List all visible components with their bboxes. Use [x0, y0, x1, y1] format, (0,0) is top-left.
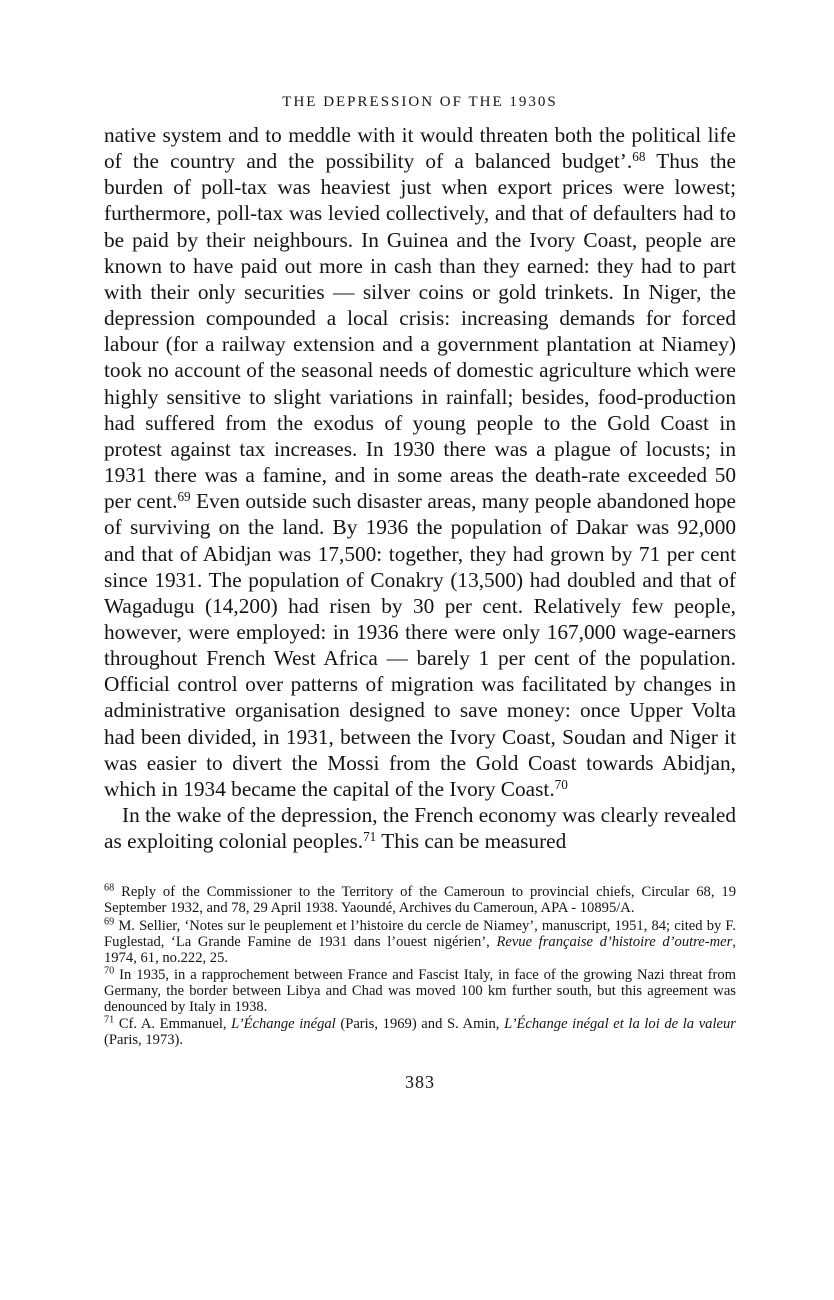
footnote-reference: 70: [554, 776, 568, 792]
footnote-number: 71: [104, 1014, 115, 1026]
footnote: [104, 1016, 736, 1048]
footnotes: [104, 884, 736, 1048]
footnote: [104, 884, 736, 916]
footnote-text: (Paris, 1973).: [104, 1032, 184, 1049]
footnote: [104, 967, 736, 1015]
footnote: [104, 915, 737, 966]
footnote-reference: 69: [177, 488, 191, 504]
footnote-text: M. Sellier, ‘Notes sur le peuplement et l’histoire du cercle de Niamey’, manuscript, 1951, 84; cited by F. Fuglestad, ‘La Grande Famine de 1931 dans l’ouest nigérien’,: [104, 917, 736, 950]
text-run: native system and to meddle with it would threaten both the political life of the country and the possibility of a balanced budget’.: [104, 123, 736, 174]
book-title: L’Échange inégal et la loi de la valeur: [504, 1016, 736, 1033]
paragraph: [104, 802, 736, 854]
footnote-text: (Paris, 1969) and S. Amin,: [335, 1016, 505, 1033]
footnote-reference: 68: [632, 148, 646, 164]
running-head: THE DEPRESSION OF THE 1930S: [282, 94, 558, 110]
footnote-number: 69: [104, 915, 115, 927]
footnote-reference: 71: [363, 828, 377, 844]
text-run: Even outside such disaster areas, many people abandoned hope of surviving on the land. By 1936 the population of Dakar was 92,000 and that of Abidjan was 17,500: together, they had grown by 71 per cent since 1931. The population of Conakry (13,500) had doubled and that of Wagadugu (14,200) had risen by 30 per cent. Relatively few people, however, were employed: in 1936 there were only 167,000 wage-earners throughout French West Africa — barely 1 per cent of the population. Official control over patterns of migration was facilitated by changes in administrative organisation designed to save money: once Upper Volta had been divided, in 1931, between the Ivory Coast, Soudan and Niger it was easier to divert the Mossi from the Gold Coast towards Abidjan, which in 1934 became the capital of the Ivory Coast.: [104, 489, 736, 801]
book-page: [104, 92, 736, 1093]
text-run: This can be measured: [376, 829, 567, 854]
text-run: In the wake of the depression, the French economy was clearly revealed as exploiting colonial peoples.: [104, 803, 736, 854]
footnote-number: 70: [104, 965, 115, 977]
footnote-number: 68: [104, 882, 115, 894]
paragraph: [104, 122, 736, 802]
footnote-text: In 1935, in a rapprochement between France and Fascist Italy, in face of the growing Nazi threat from Germany, the border between Libya and Chad was moved 100 km further south, but this agreement was denounced by Italy in 1938.: [104, 966, 736, 1016]
footnote-text: Cf. A. Emmanuel,: [114, 1016, 232, 1033]
journal-title: Revue française d’histoire d’outre-mer: [496, 933, 733, 950]
footnote-text: , 1974, 61, no.222, 25.: [104, 933, 737, 966]
body-text: [104, 122, 736, 854]
text-run: Thus the burden of poll-tax was heaviest just when export prices were lowest; furthermore, poll-tax was levied collectively, and that of defaulters had to be paid by their neighbours. In Guinea and the Ivory Coast, people are known to have paid out more in cash than they earned: they had to part with their only securities — silver coins or gold trinkets. In Niger, the depression compounded a local crisis: increasing demands for forced labour (for a railway extension and a government plantation at Niamey) took no account of the seasonal needs of domestic agriculture which were highly sensitive to slight variations in rainfall; besides, food-production had suffered from the exodus of young people to the Gold Coast in protest against tax increases. In 1930 there was a plague of locusts; in 1931 there was a famine, and in some areas the death-rate exceeded 50 per cent.: [104, 149, 736, 514]
page-number: 383: [405, 1072, 435, 1093]
book-title: L’Échange inégal: [231, 1016, 336, 1033]
footnote-text: Reply of the Commissioner to the Territory of the Cameroun to provincial chiefs, Circular 68, 19 September 1932, and 78, 29 April 1938. Yaoundé, Archives du Cameroun, APA - 10895/A.: [104, 884, 736, 917]
